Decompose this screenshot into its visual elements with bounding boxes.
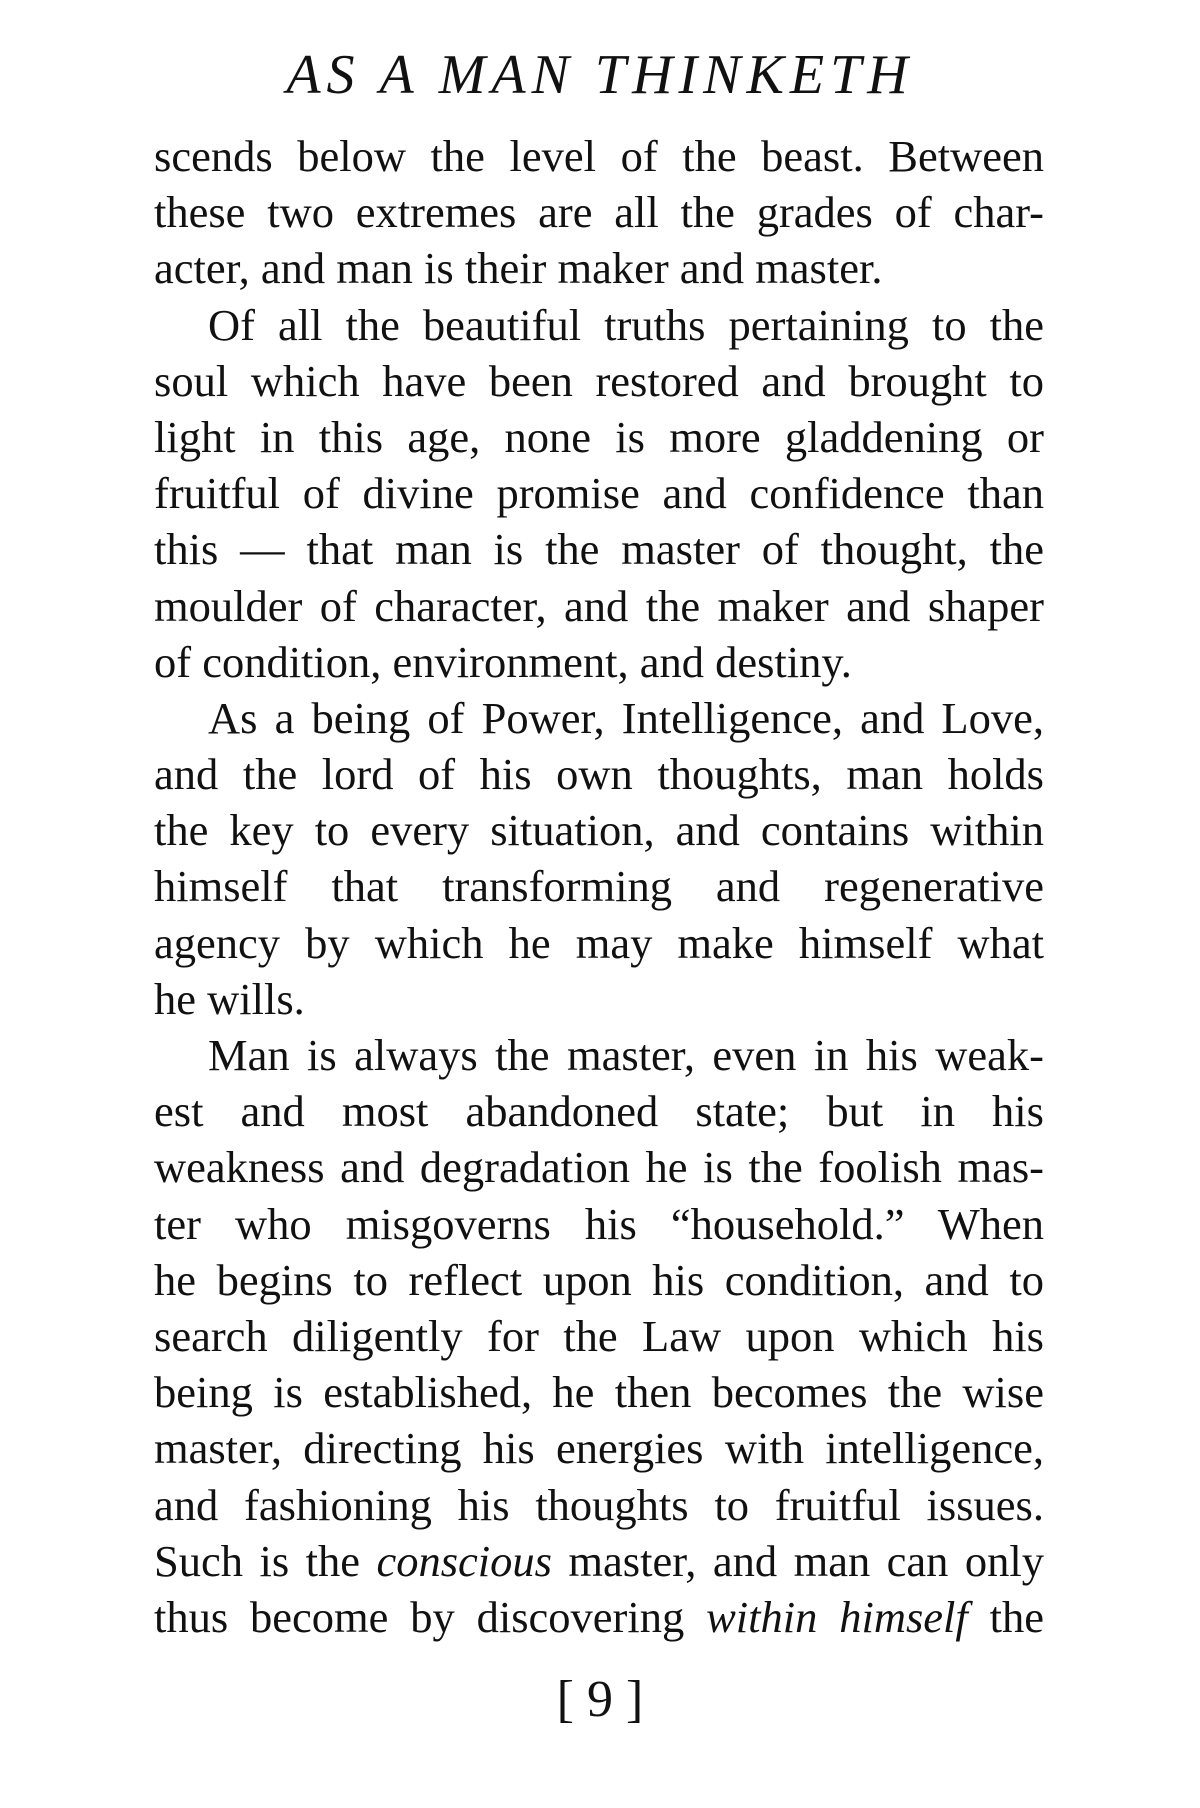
text-line: Man is always the master, even in his weak- [208, 1030, 1044, 1080]
text-line: search diligently for the Law upon which his [154, 1310, 1044, 1361]
running-title: AS A MAN THINKETH [286, 44, 914, 106]
text-line: moulder of character, and the maker and shaper [154, 580, 1044, 631]
text-line: Of all the beautiful truths pertaining to the [208, 299, 1044, 350]
text-line: himself that transforming and regenerative [154, 861, 1044, 912]
body-text [154, 128, 1044, 1645]
emphasis-text: within himself [706, 1591, 968, 1642]
text-segment: master, and man can only [551, 1535, 1044, 1586]
text-line: As a being of Power, Intelligence, and Love, [208, 692, 1044, 743]
text-line: of condition, environment, and destiny. [154, 636, 852, 687]
text-line: he begins to reflect upon his condition, and to [154, 1254, 1044, 1305]
text-segment: thus become by discovering [154, 1591, 707, 1642]
text-line: fruitful of divine promise and confidence than [154, 468, 1044, 519]
text-line: the key to every situation, and contains within [154, 805, 1044, 856]
text-line: weakness and degradation he is the foolish mas- [154, 1142, 1044, 1193]
text-line: this — that man is the master of thought, the [154, 524, 1044, 575]
text-line: agency by which he may make himself what [154, 917, 1044, 968]
text-segment: the [967, 1591, 1044, 1642]
text-line: master, directing his energies with intelligence, [154, 1423, 1044, 1474]
text-line: and the lord of his own thoughts, man holds [154, 749, 1044, 800]
text-line: and fashioning his thoughts to fruitful issues. [154, 1479, 1044, 1530]
emphasis-text: conscious [376, 1535, 552, 1586]
text-line: he wills. [154, 973, 305, 1024]
text-line [154, 1589, 1044, 1645]
text-line: acter, and man is their maker and master. [154, 243, 883, 294]
text-line: light in this age, none is more gladdening or [154, 411, 1044, 462]
text-segment: Such is the [154, 1535, 377, 1586]
page-number: [ 9 ] [556, 1671, 644, 1728]
text-line: these two extremes are all the grades of char- [154, 187, 1044, 238]
text-line: scends below the level of the beast. Between [154, 131, 1044, 181]
text-line [154, 1533, 1044, 1589]
text-line: ter who misgoverns his “household.” When [154, 1198, 1044, 1249]
text-line: soul which have been restored and brought to [154, 355, 1044, 406]
text-line: est and most abandoned state; but in his [154, 1086, 1044, 1137]
text-line: being is established, he then becomes the wise [154, 1367, 1044, 1418]
